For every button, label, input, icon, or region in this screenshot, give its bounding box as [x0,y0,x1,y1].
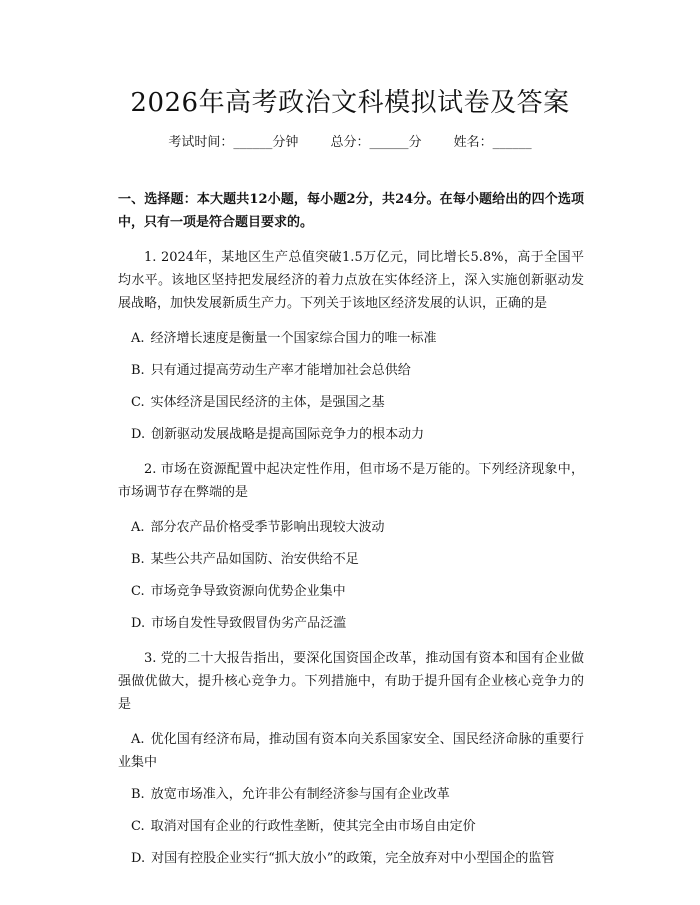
option-b [118,548,584,571]
option-c [118,580,584,603]
option-letter: D. [131,851,146,866]
page-title: 2026年高考政治文科模拟试卷及答案 [130,88,570,118]
option-letter: D. [131,427,146,442]
option-text: 某些公共产品如国防、治安供给不足 [150,552,359,567]
option-text: 创新驱动发展战略是提高国际竞争力的根本动力 [151,427,425,442]
question-stem: 1. 2024年，某地区生产总值突破1.5万亿元，同比增长5.8%，高于全国平均水平。该地区坚持把发展经济的着力点放在实体经济上，深入实施创新驱动发展战略，加快发展新质生产力。下列关于该地区经济发展的认识，正确的是 [118,250,584,311]
question-3 [118,647,584,870]
question-stem: 3. 党的二十大报告指出，要深化国资国企改革，推动国有资本和国有企业做强做优做大，提升核心竞争力。下列措施中，有助于提升国有企业核心竞争力的是 [118,651,584,712]
option-c [118,391,584,414]
option-text: 市场自发性导致假冒伪劣产品泛滥 [151,616,347,631]
exam-content [118,188,584,879]
option-letter: B. [131,787,145,802]
option-letter: A. [131,732,145,747]
exam-info-line [0,131,700,150]
option-letter: B. [131,363,145,378]
question-stem: 2. 市场在资源配置中起决定性作用，但市场不是万能的。下列经济现象中，市场调节存在弊端的是 [118,462,584,500]
option-text: 取消对国有企业的行政性垄断，使其完全由市场自由定价 [150,819,476,834]
option-d [118,847,584,870]
section-heading: 一、选择题：本大题共12小题，每小题2分，共24分。在每小题给出的四个选项中，只有一项是符合题目要求的。 [118,192,584,230]
option-c [118,815,584,838]
option-text: 部分农产品价格受季节影响出现较大波动 [150,520,385,535]
option-letter: A. [131,520,145,535]
option-a [118,728,584,774]
option-text: 实体经济是国民经济的主体，是强国之基 [150,395,385,410]
option-d [118,423,584,446]
option-text: 只有通过提高劳动生产率才能增加社会总供给 [150,363,411,378]
option-text: 优化国有经济布局，推动国有资本向关系国家安全、国民经济命脉的重要行业集中 [118,732,584,770]
option-d [118,612,584,635]
exam-time-field: 考试时间：______分钟 [168,135,299,150]
student-name-field: 姓名：______ [453,135,532,150]
option-b [118,783,584,806]
option-letter: C. [131,819,145,834]
option-a [118,327,584,350]
option-text: 经济增长速度是衡量一个国家综合国力的唯一标准 [150,331,437,346]
option-text: 市场竞争导致资源向优势企业集中 [150,584,346,599]
option-letter: A. [131,331,145,346]
option-letter: C. [131,395,145,410]
total-score-field: 总分：______分 [330,135,422,150]
question-1 [118,246,584,446]
option-letter: C. [131,584,145,599]
option-text: 放宽市场准入，允许非公有制经济参与国有企业改革 [150,787,450,802]
option-a [118,516,584,539]
option-b [118,359,584,382]
option-letter: B. [131,552,145,567]
question-2 [118,458,584,635]
option-letter: D. [131,616,146,631]
option-text: 对国有控股企业实行“抓大放小”的政策，完全放弃对中小型国企的监管 [151,851,555,866]
